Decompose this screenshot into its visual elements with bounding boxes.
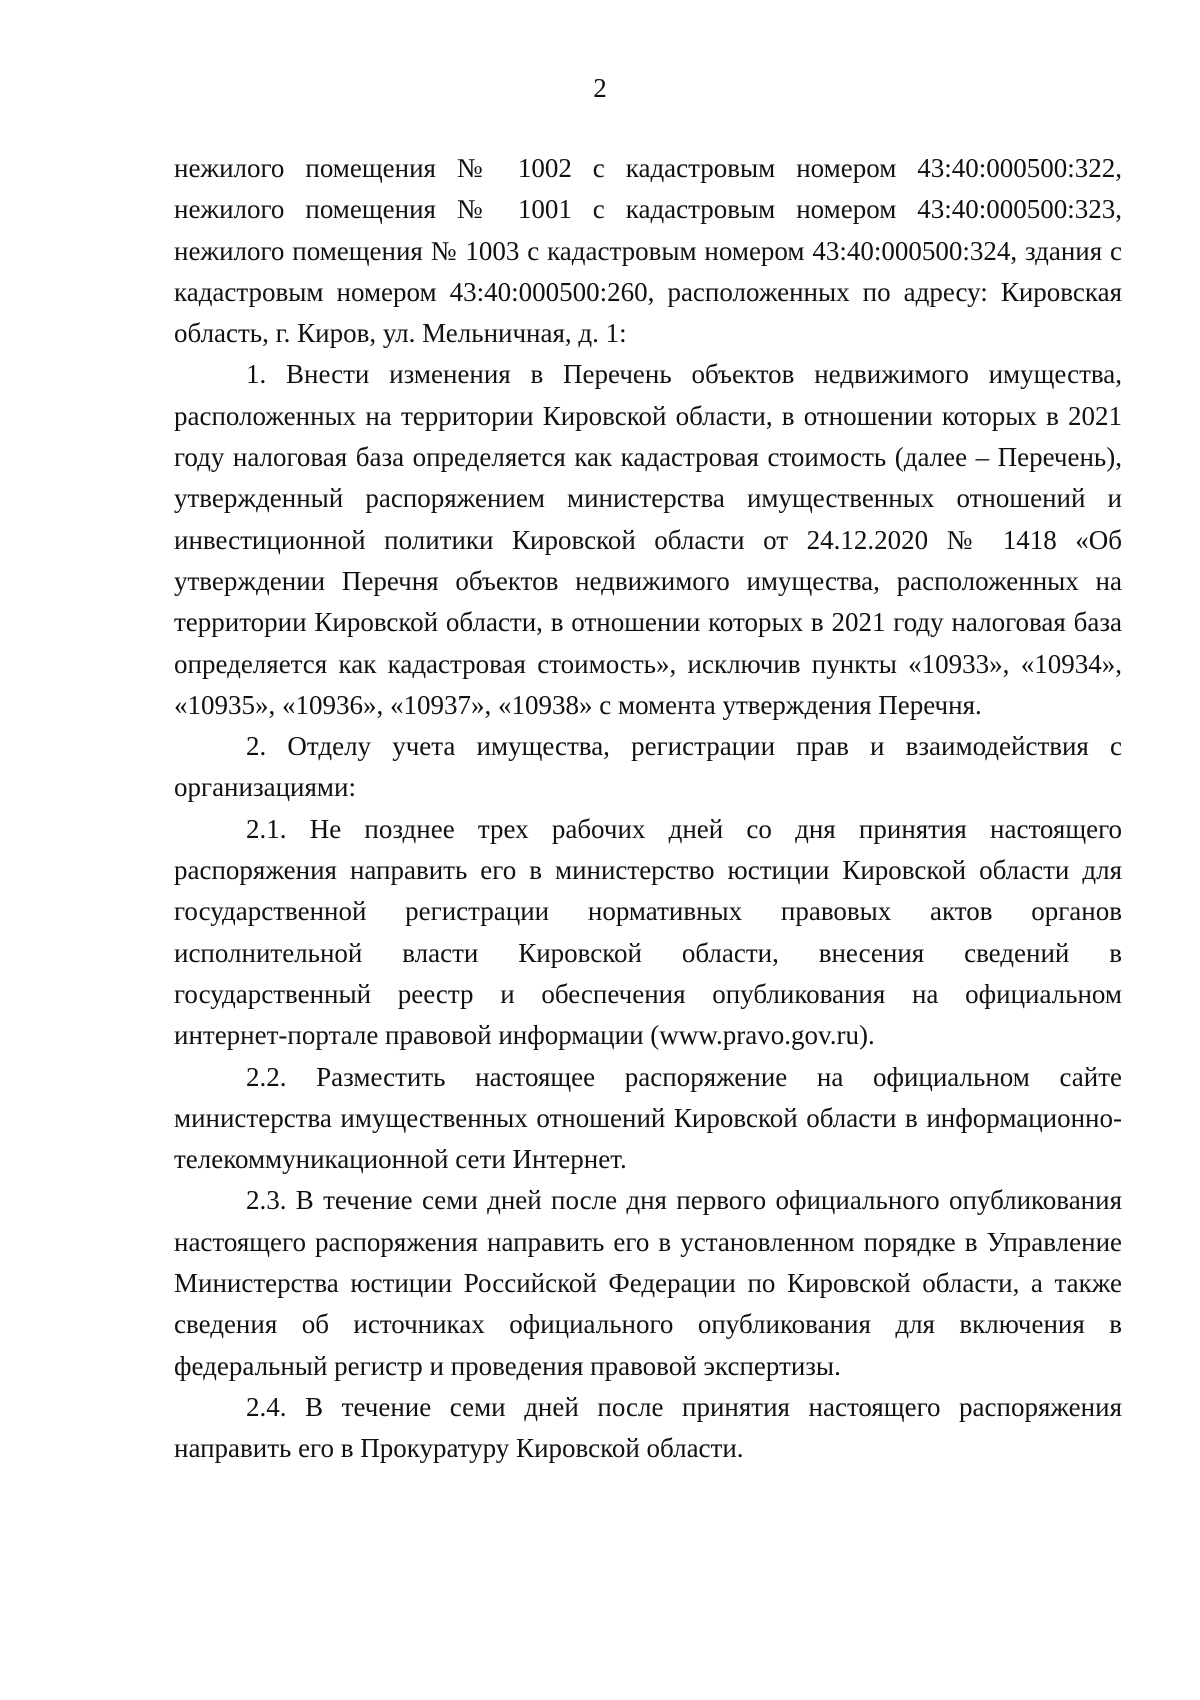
document-body	[174, 148, 1122, 1470]
paragraph-item-2-4: 2.4. В течение семи дней после принятия настоящего распоряжения направить его в Прокуратуру Кировской области.	[174, 1391, 1122, 1464]
paragraph-item-2-1: 2.1. Не позднее трех рабочих дней со дня принятия настоящего распоряжения направить его в министерство юстиции Кировской области для государственной регистрации нормативных правовых актов органов исполнительной власти Кировской области, внесения сведений в государственный реестр и обеспечения опубликования на официальном интернет-портале правовой информации (www.pravo.gov.ru).	[174, 813, 1122, 1051]
paragraph-item-2-3: 2.3. В течение семи дней после дня первого официального опубликования настоящего распоряжения направить его в установленном порядке в Управление Министерства юстиции Российской Федерации по Кировской области, а также сведения об источниках официального опубликования для включения в федеральный регистр и проведения правовой экспертизы.	[174, 1185, 1122, 1381]
page-number: 2	[593, 73, 607, 103]
paragraph-item-2: 2. Отделу учета имущества, регистрации прав и взаимодействия с организациями:	[174, 731, 1122, 803]
paragraph-item-1: 1. Внести изменения в Перечень объектов недвижимого имущества, расположенных на территории Кировской области, в отношении которых в 2021 году налоговая база определяется как кадастровая стоимость (далее – Перечень), утвержденный распоряжением министерства имущественных отношений и инвестиционной политики Кировской области от 24.12.2020 № 1418 «Об утверждении Перечня объектов недвижимого имущества, расположенных на территории Кировской области, в отношении которых в 2021 году налоговая база определяется как кадастровая стоимость», исключив пункты «10933», «10934», «10935», «10936», «10937», «10938» с момента утверждения Перечня.	[174, 359, 1122, 720]
paragraph-item-2-2: 2.2. Разместить настоящее распоряжение на официальном сайте министерства имущественных отношений Кировской области в информационно-телекоммуникационной сети Интернет.	[174, 1061, 1122, 1175]
paragraph-intro: нежилого помещения № 1002 с кадастровым номером 43:40:000500:322, нежилого помещения № 1001 с кадастровым номером 43:40:000500:323, нежилого помещения № 1003 с кадастровым номером 43:40:000500:324, здания с кадастровым номером 43:40:000500:260, расположенных по адресу: Кировская область, г. Киров, ул. Мельничная, д. 1:	[174, 153, 1122, 349]
